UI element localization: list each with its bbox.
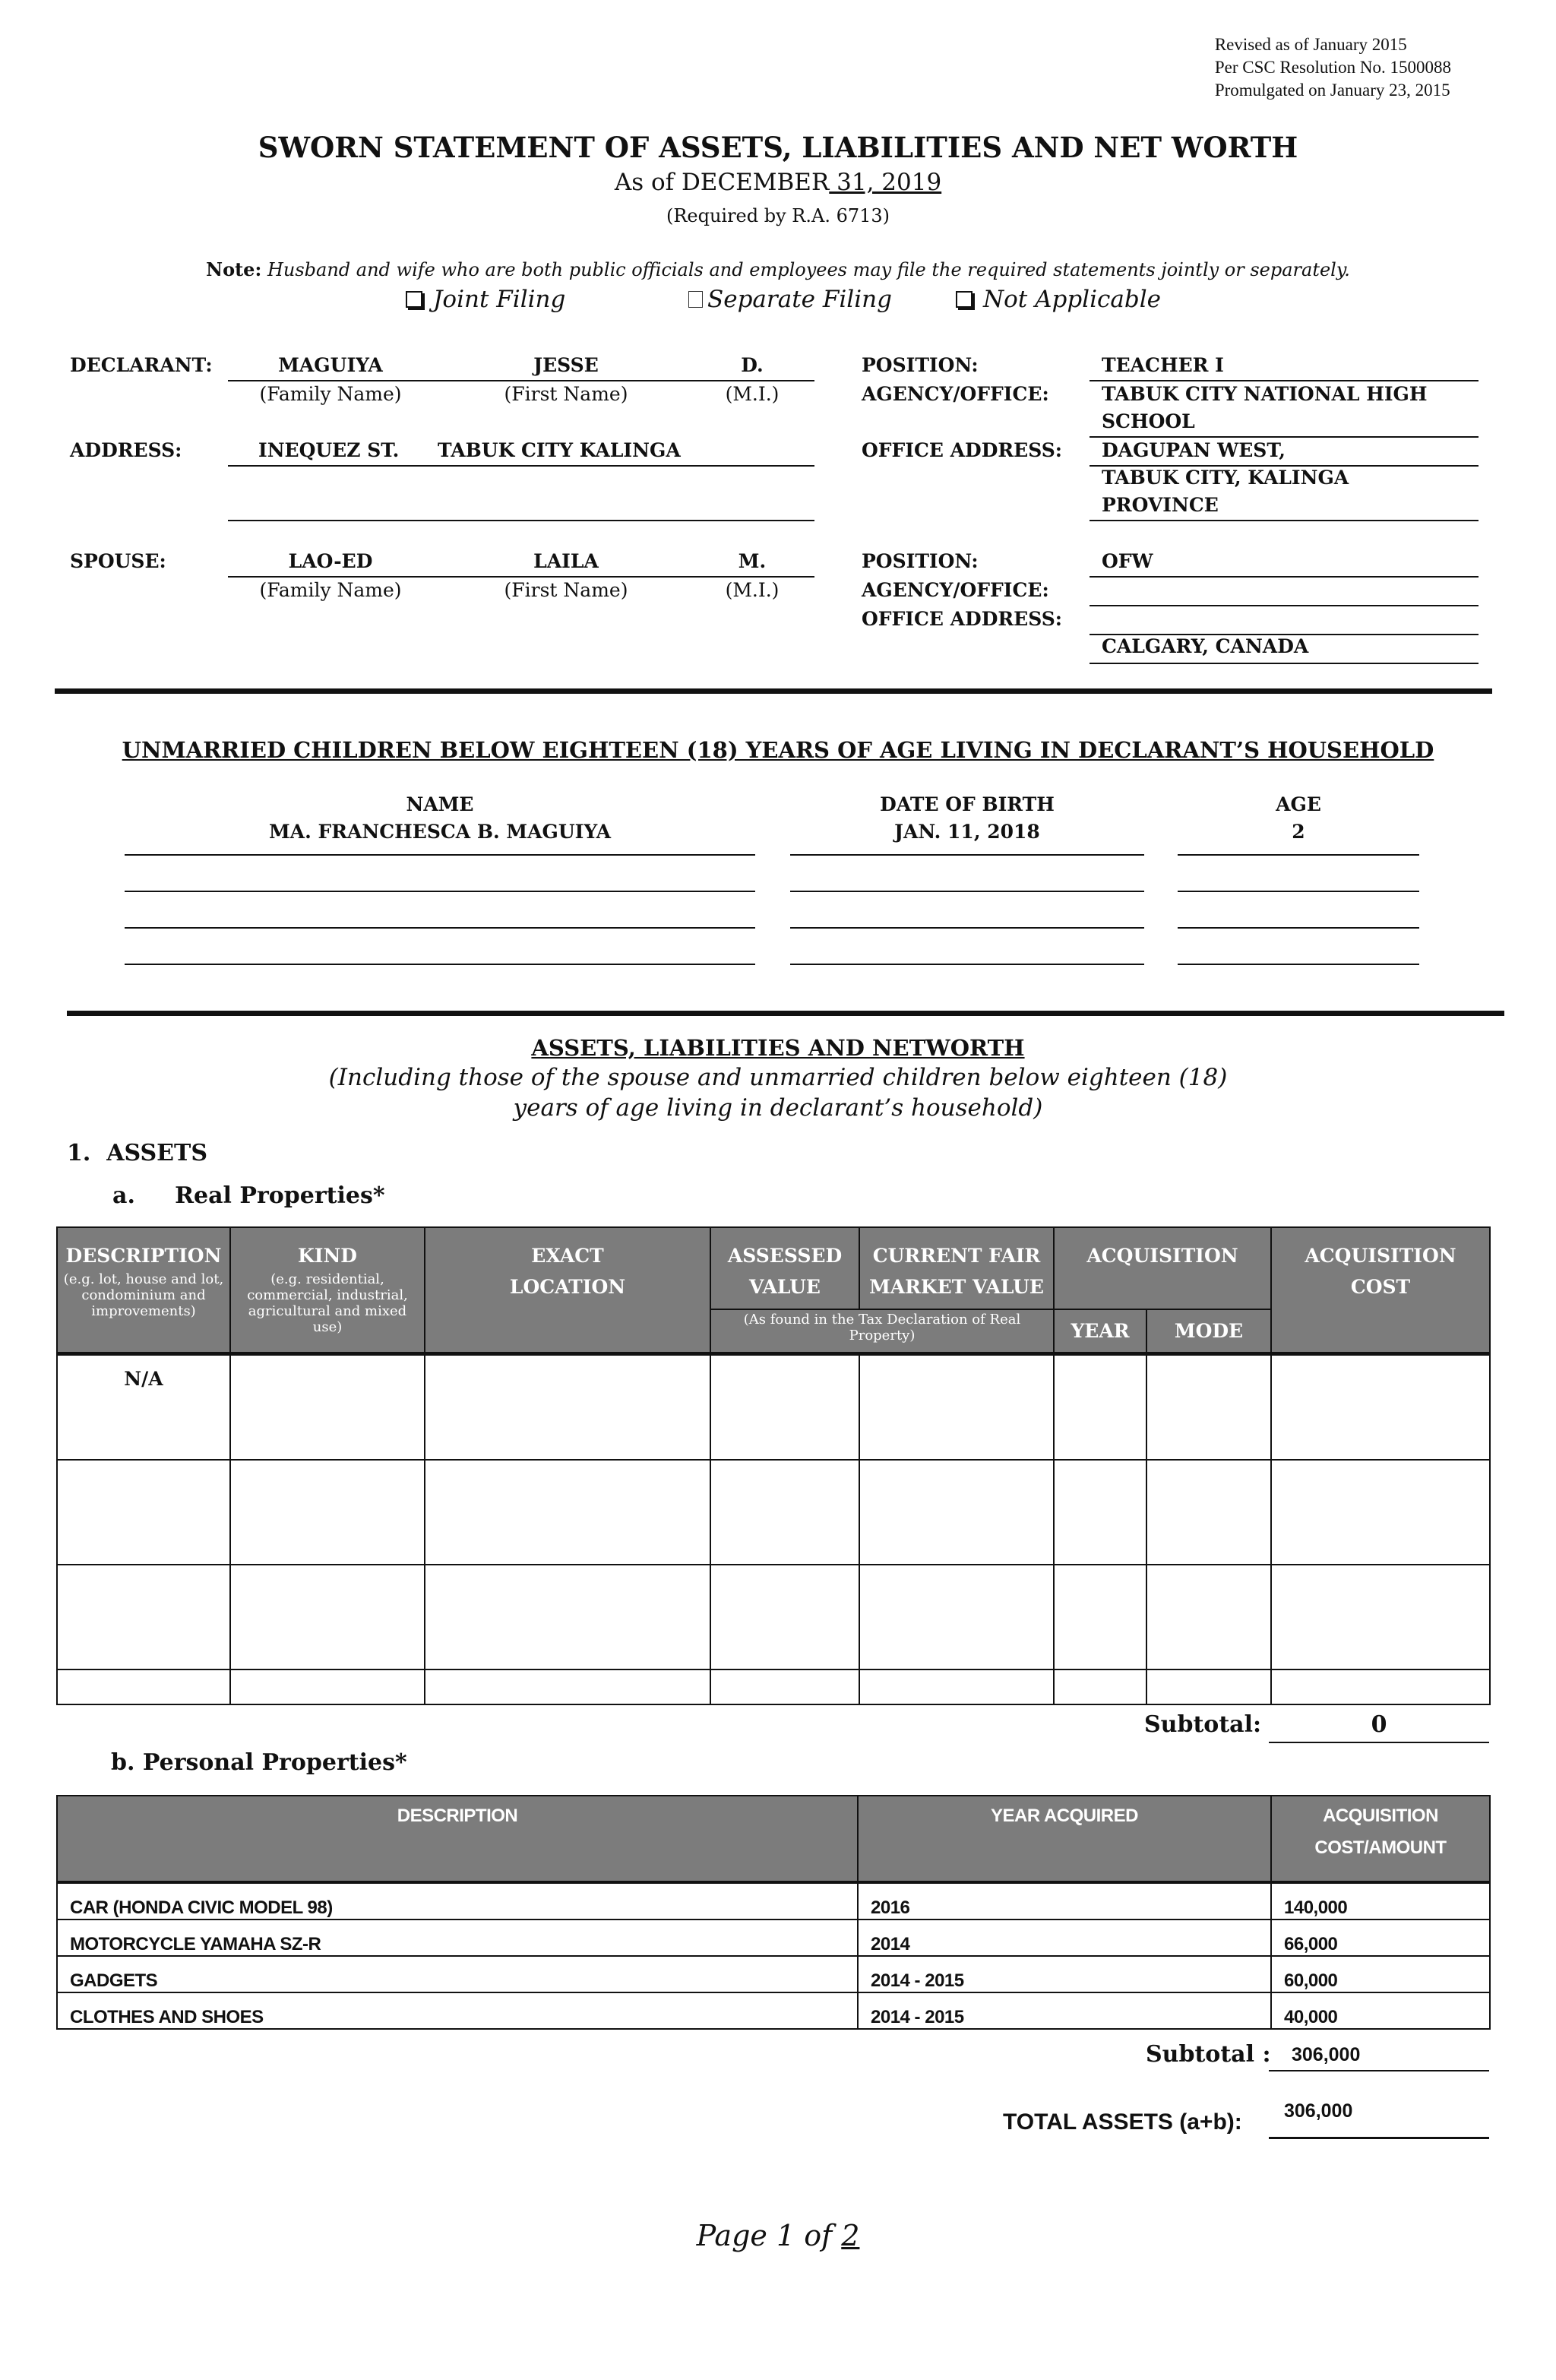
spouse-mi: M. [738,550,767,572]
table-cell [425,1353,710,1460]
pp-cost: 66,000 [1271,1920,1490,1956]
header-value-label: VALUE [749,1276,821,1298]
table-cell [859,1669,1054,1704]
checkbox-icon[interactable] [956,291,972,308]
table-cell [57,1565,230,1669]
note-text: Husband and wife who are both public officials and employees may file the required statements jointly or separately. [267,259,1350,280]
page-number [0,2219,1556,2252]
child-row-line [125,927,755,929]
child-row-line [1178,854,1419,856]
as-of-date: 31, 2019 [829,169,942,196]
child-row-line [1178,891,1419,892]
first-name-caption: (First Name) [504,383,628,405]
declarant-family-name: MAGUIYA [278,354,383,376]
table-cell [859,1565,1054,1669]
child-name: MA. FRANCHESCA B. MAGUIYA [269,821,611,843]
spouse-first-name: LAILA [533,550,599,572]
header-acquisition-cost [1271,1796,1490,1882]
header-exact-label: EXACT [531,1245,604,1267]
pp-header-description: DESCRIPTION [397,1806,518,1826]
table-row [57,1669,1490,1704]
joint-filing-label: Joint Filing [433,286,566,313]
header-market-value [859,1227,1054,1309]
spouse-first-caption: (First Name) [504,579,628,601]
table-cell [1271,1353,1490,1460]
personal-properties-table [56,1795,1491,2030]
real-property-description: N/A [57,1353,230,1460]
address-street: INEQUEZ ST. [258,439,400,461]
spouse-office-address-label: OFFICE ADDRESS: [862,608,1063,630]
position-line [1090,380,1479,381]
page-prefix: Page 1 of [696,2219,842,2252]
table-row [57,1992,1490,2029]
total-assets-label: TOTAL ASSETS (a+b): [1003,2109,1242,2135]
pp-cost: 60,000 [1271,1956,1490,1992]
personal-properties-label: b. Personal Properties* [111,1749,407,1776]
declarant-agency-line1: TABUK CITY NATIONAL HIGH [1102,383,1428,405]
children-heading: UNMARRIED CHILDREN BELOW EIGHTEEN (18) YEARS OF AGE LIVING IN DECLARANT’S HOUSEHOLD [122,737,1434,763]
office-address-rule-2 [1090,520,1479,521]
table-cell [230,1565,425,1669]
table-cell [1146,1565,1271,1669]
spouse-office-address: CALGARY, CANADA [1102,635,1309,657]
header-tax-note [710,1309,1054,1353]
table-cell [425,1460,710,1565]
table-cell [1054,1565,1146,1669]
table-cell [710,1460,859,1565]
personal-subtotal-line [1269,2070,1489,2071]
header-kind [230,1227,425,1353]
header-assessed-label: ASSESSED [727,1245,843,1267]
table-cell [57,1669,230,1704]
alnw-sub1: (Including those of the spouse and unmarried children below eighteen (18) [328,1064,1228,1091]
header-kind-label: KIND [298,1245,357,1267]
resolution-line: Per CSC Resolution No. 1500088 [1214,58,1451,77]
table-cell [710,1669,859,1704]
table-row [57,1920,1490,1956]
pp-header-cost-2: COST/AMOUNT [1314,1837,1447,1858]
declarant-label: DECLARANT: [70,354,213,376]
children-col-age: AGE [1276,793,1321,815]
header-year [1054,1309,1146,1353]
header-description [57,1796,858,1882]
document-title: SWORN STATEMENT OF ASSETS, LIABILITIES AND NET WORTH [258,131,1298,164]
table-cell [230,1669,425,1704]
alnw-heading: ASSETS, LIABILITIES AND NETWORTH [531,1035,1025,1061]
real-subtotal-line [1269,1742,1489,1743]
header-current-fair-label: CURRENT FAIR [872,1245,1041,1267]
table-cell [1146,1460,1271,1565]
pp-description: CAR (HONDA CIVIC MODEL 98) [57,1882,858,1920]
table-cell [425,1565,710,1669]
header-exact-location [425,1227,710,1353]
table-row [57,1353,1490,1460]
total-assets-line [1269,2137,1489,2139]
header-acquisition-label: ACQUISITION [1086,1245,1238,1267]
assets-label: 1. ASSETS [67,1140,208,1166]
table-cell [1271,1565,1490,1669]
address-label: ADDRESS: [70,439,182,461]
pp-year: 2014 [858,1920,1271,1956]
spouse-agency-line [1090,605,1479,606]
pp-description: MOTORCYCLE YAMAHA SZ-R [57,1920,858,1956]
pp-year: 2014 - 2015 [858,1992,1271,2029]
table-cell [1271,1460,1490,1565]
header-mode-label: MODE [1174,1319,1244,1342]
spouse-family-caption: (Family Name) [259,579,402,601]
personal-subtotal-label: Subtotal : [1146,2041,1271,2068]
spouse-office-address-rule-2 [1090,663,1479,664]
child-row-line [790,854,1144,856]
child-row-line [790,964,1144,965]
table-cell [1054,1460,1146,1565]
child-row-line [1178,964,1419,965]
table-row [57,1460,1490,1565]
not-applicable-label: Not Applicable [983,286,1161,313]
table-cell [710,1565,859,1669]
mi-caption: (M.I.) [725,383,780,405]
checkbox-icon[interactable] [406,291,422,308]
pp-description: GADGETS [57,1956,858,1992]
table-cell [1054,1669,1146,1704]
spouse-position-line [1090,576,1479,578]
spouse-position-label: POSITION: [862,550,979,572]
children-col-dob: DATE OF BIRTH [880,793,1055,815]
pp-cost: 140,000 [1271,1882,1490,1920]
agency-label: AGENCY/OFFICE: [862,383,1049,405]
office-address-line2: TABUK CITY, KALINGA [1102,467,1349,489]
header-acquisition-cost-1: ACQUISITION [1305,1245,1456,1267]
section-divider [67,1011,1504,1016]
position-label: POSITION: [862,354,979,376]
note-label: Note: [206,258,262,280]
table-cell [1054,1353,1146,1460]
header-acquisition [1054,1227,1271,1309]
revision-note [1215,33,1451,102]
table-cell [1146,1353,1271,1460]
child-dob: JAN. 11, 2018 [894,821,1040,843]
as-of-line [0,169,1556,196]
as-of-prefix: As of DECEMBER [614,169,830,196]
table-cell [230,1353,425,1460]
pp-description: CLOTHES AND SHOES [57,1992,858,2029]
family-name-caption: (Family Name) [259,383,402,405]
header-description-note: (e.g. lot, house and lot, condominium and improvements) [63,1271,224,1319]
filing-note [0,258,1556,280]
declarant-agency-line2: SCHOOL [1102,410,1195,432]
header-assessed-value [710,1227,859,1309]
spouse-family-name: LAO-ED [288,550,373,572]
children-col-name: NAME [406,793,474,815]
table-row [57,1956,1490,1992]
child-row-line [1178,927,1419,929]
promulgation-line: Promulgated on January 23, 2015 [1214,81,1450,100]
header-tax-note-text: (As found in the Tax Declaration of Real Property) [743,1312,1021,1343]
page-total: 2 [841,2219,860,2252]
office-address-line1: DAGUPAN WEST, [1102,439,1286,461]
table-cell [1271,1669,1490,1704]
spouse-agency-label: AGENCY/OFFICE: [862,579,1049,601]
real-subtotal-label: Subtotal: [1144,1711,1262,1738]
pp-year: 2016 [858,1882,1271,1920]
declarant-mi: D. [741,354,764,376]
child-age: 2 [1292,821,1305,843]
table-cell [859,1353,1054,1460]
child-row-line [125,964,755,965]
header-acquisition-cost-2: COST [1350,1276,1411,1298]
alnw-sub2: years of age living in declarant’s household) [513,1094,1043,1122]
header-year-label: YEAR [1071,1319,1130,1342]
spouse-mi-caption: (M.I.) [725,579,780,601]
table-cell [57,1460,230,1565]
spouse-label: SPOUSE: [70,550,166,572]
revision-line: Revised as of January 2015 [1214,35,1407,54]
not-applicable-option[interactable] [956,286,1161,313]
table-cell [1146,1669,1271,1704]
header-description-label: DESCRIPTION [65,1245,222,1267]
real-properties-table [56,1226,1491,1705]
spouse-position: OFW [1102,550,1153,572]
child-row-line [790,891,1144,892]
personal-subtotal-value: 306,000 [1292,2044,1361,2065]
pp-cost: 40,000 [1271,1992,1490,2029]
office-address-line3: PROVINCE [1102,494,1219,516]
pp-year: 2014 - 2015 [858,1956,1271,1992]
declarant-name-line [228,380,814,381]
office-address-label: OFFICE ADDRESS: [862,439,1063,461]
table-cell [859,1460,1054,1565]
header-description [57,1227,230,1353]
declarant-first-name: JESSE [533,354,599,376]
required-by: (Required by R.A. 6713) [666,205,890,226]
separate-filing-option[interactable] [688,286,892,313]
child-row-line [790,927,1144,929]
header-acquisition-cost [1271,1227,1490,1353]
header-market-value-label: MARKET VALUE [869,1276,1044,1298]
header-location-label: LOCATION [509,1276,626,1298]
declarant-position: TEACHER I [1102,354,1224,376]
address-city: TABUK CITY KALINGA [438,439,681,461]
checkbox-icon[interactable] [688,291,703,308]
section-divider [55,688,1492,694]
total-assets-value: 306,000 [1284,2100,1353,2122]
child-row-line [125,854,755,856]
table-row [57,1882,1490,1920]
real-properties-label: a. Real Properties* [112,1182,385,1209]
address-line-2 [228,520,814,521]
real-subtotal-value: 0 [1371,1711,1387,1738]
header-year-acquired [858,1796,1271,1882]
table-cell [230,1460,425,1565]
separate-filing-label: Separate Filing [707,286,892,313]
table-cell [425,1669,710,1704]
joint-filing-option[interactable] [406,286,565,313]
table-row [57,1565,1490,1669]
header-mode [1146,1309,1271,1353]
table-cell [710,1353,859,1460]
agency-line [1090,436,1479,438]
pp-header-year: YEAR ACQUIRED [991,1806,1138,1826]
header-kind-note: (e.g. residential, commercial, industrial, agricultural and mixed use) [247,1271,408,1335]
address-line [228,465,814,467]
pp-header-cost-1: ACQUISITION [1323,1806,1438,1826]
child-row-line [125,891,755,892]
spouse-name-line [228,576,814,578]
